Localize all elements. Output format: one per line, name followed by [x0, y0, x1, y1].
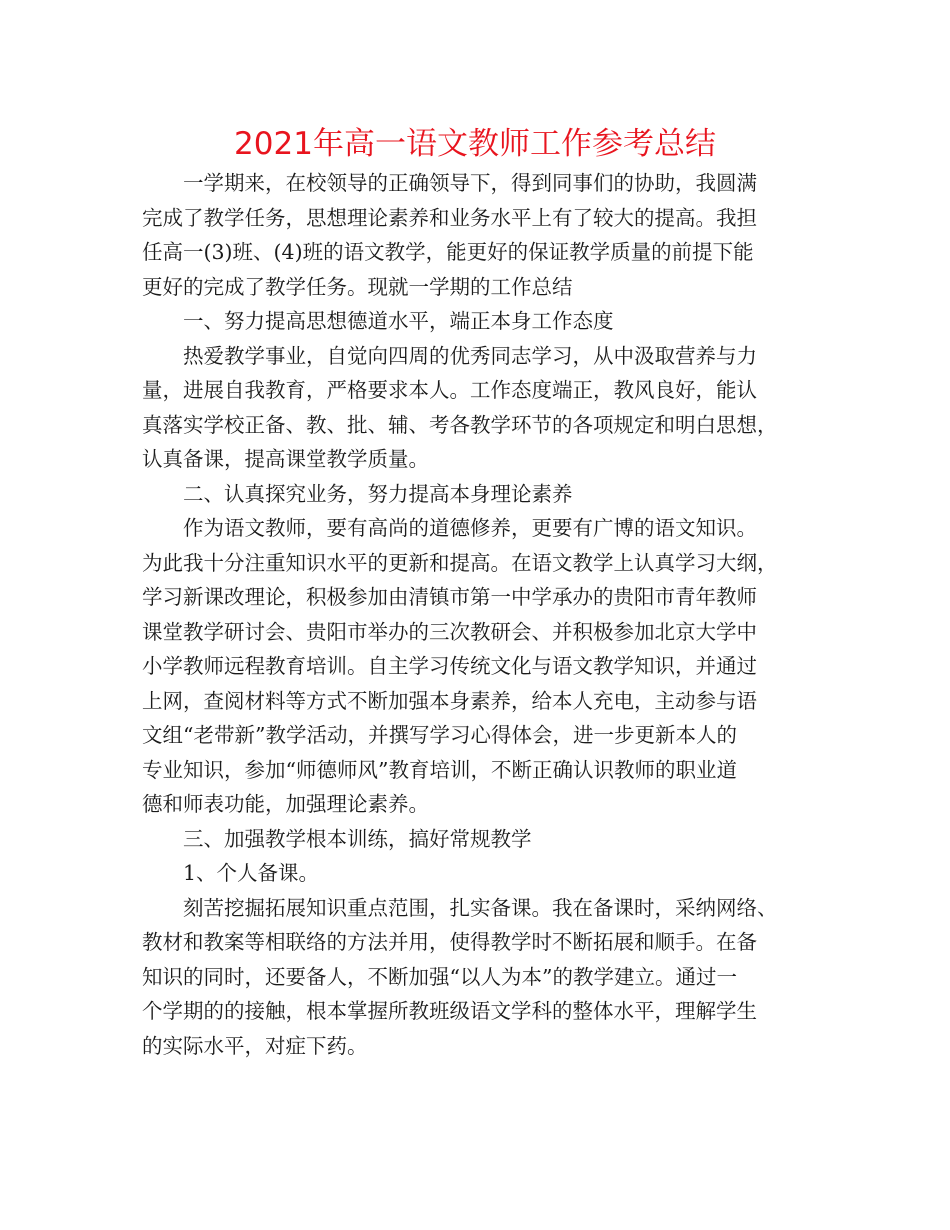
- text-line: 量，进展自我教育，严格要求本人。工作态度端正，教风良好，能认: [142, 378, 757, 402]
- text-line: 一、努力提高思想德道水平，端正本身工作态度: [183, 309, 614, 333]
- text-line: 刻苦挖掘拓展知识重点范围，扎实备课。我在备课时，采纳网络、: [183, 895, 778, 920]
- text-line: 上网，查阅材料等方式不断加强本身素养，给本人充电，主动参与语: [142, 688, 757, 713]
- text-line: 三、加强教学根本训练，搞好常规教学: [183, 826, 532, 851]
- text-line: 教材和教案等相联络的方法并用，使得教学时不断拓展和顺手。在备: [142, 930, 757, 954]
- text-line: 德和师表功能，加强理论素养。: [142, 792, 429, 816]
- text-line: 二、认真探究业务，努力提高本身理论素养: [183, 481, 573, 506]
- text-line: 完成了教学任务，思想理论素养和业务水平上有了较大的提高。我担: [142, 205, 757, 230]
- text-line: 课堂教学研讨会、贵阳市举办的三次教研会、并积极参加北京大学中: [142, 619, 757, 644]
- text-line: 学习新课改理论，积极参加由清镇市第一中学承办的贵阳市青年教师: [142, 585, 757, 609]
- text-line: 为此我十分注重知识水平的更新和提高。在语文教学上认真学习大纲，: [142, 550, 778, 575]
- text-line: 真落实学校正备、教、批、辅、考各教学环节的各项规定和明白思想，: [142, 412, 778, 437]
- document-body: [142, 166, 814, 1063]
- text-line: 作为语文教师，要有高尚的道德修养，更要有广博的语文知识。: [183, 516, 757, 540]
- text-line: 个学期的的接触，根本掌握所教班级语文学科的整体水平，理解学生: [142, 999, 757, 1023]
- text-line: 热爱教学事业，自觉向四周的优秀同志学习，从中汲取营养与力: [183, 343, 757, 368]
- text-line: 文组“老带新”教学活动，并撰写学习心得体会，进一步更新本人的: [142, 723, 737, 747]
- text-line: 专业知识，参加“师德师风”教育培训，不断正确认识教师的职业道: [142, 757, 737, 782]
- document-title: 2021年高一语文教师工作参考总结: [234, 126, 716, 162]
- text-line: 任高一(3)班、(4)班的语文教学，能更好的保证教学质量的前提下能: [142, 240, 754, 264]
- text-line: 知识的同时，还要备人，不断加强“以人为本”的教学建立。通过一: [142, 964, 737, 989]
- text-line: 更好的完成了教学任务。现就一学期的工作总结: [142, 274, 573, 299]
- text-line: 小学教师远程教育培训。自主学习传统文化与语文教学知识，并通过: [142, 654, 757, 678]
- text-line: 一学期来，在校领导的正确领导下，得到同事们的协助，我圆满: [183, 171, 757, 195]
- text-line: 的实际水平，对症下药。: [142, 1033, 368, 1058]
- text-line: 1、个人备课。: [183, 861, 320, 885]
- text-line: 认真备课，提高课堂教学质量。: [142, 447, 429, 471]
